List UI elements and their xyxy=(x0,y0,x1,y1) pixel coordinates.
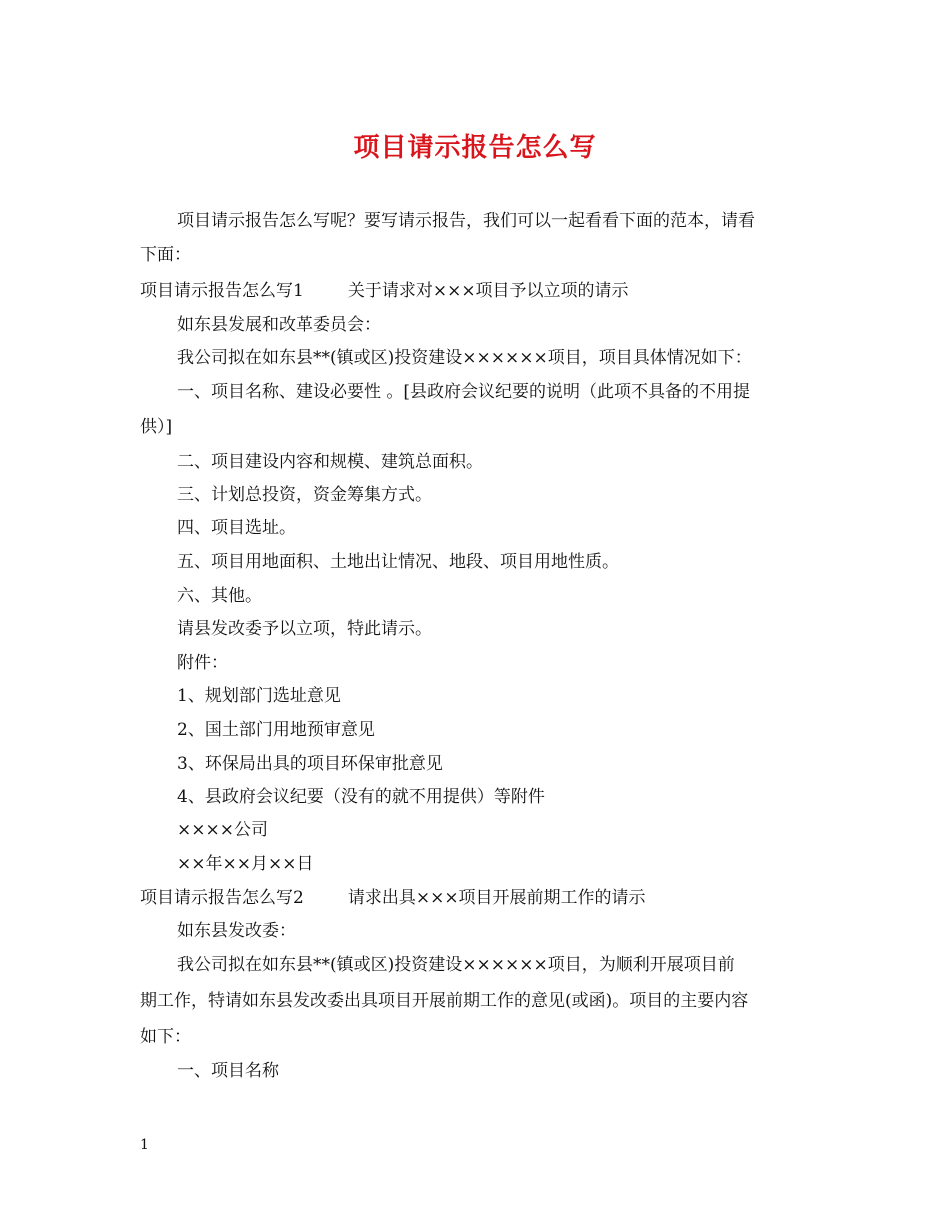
section1-heading-line xyxy=(140,279,629,303)
section2-body-cont2: 如下： xyxy=(140,1027,191,1047)
section2-heading-line xyxy=(140,886,646,910)
intro-paragraph: 项目请示报告怎么写呢？要写请示报告，我们可以一起看看下面的范本，请看 xyxy=(177,211,755,231)
section2-subject: 请求出具×××项目开展前期工作的请示 xyxy=(347,888,646,908)
section2-item1: 一、项目名称 xyxy=(177,1061,279,1081)
section1-item1: 一、项目名称、建设必要性 。[县政府会议纪要的说明（此项不具备的不用提 xyxy=(177,382,751,402)
section2-heading: 项目请示报告怎么写2 xyxy=(140,888,304,908)
intro-paragraph-cont: 下面： xyxy=(140,245,191,265)
section1-company: ××××公司 xyxy=(177,820,268,840)
section2-addressee: 如东县发改委： xyxy=(177,921,296,941)
document-title: 项目请示报告怎么写 xyxy=(353,133,597,163)
section1-item2: 二、项目建设内容和规模、建筑总面积。 xyxy=(177,452,483,472)
section1-body: 我公司拟在如东县**(镇或区)投资建设××××××项目，项目具体情况如下： xyxy=(177,348,752,368)
attachment-item: 1、规划部门选址意见 xyxy=(177,686,341,706)
attachment-item: 4、县政府会议纪要（没有的就不用提供）等附件 xyxy=(177,787,545,807)
section1-item3: 三、计划总投资，资金筹集方式。 xyxy=(177,485,432,505)
section1-item5: 五、项目用地面积、土地出让情况、地段、项目用地性质。 xyxy=(177,552,619,572)
section1-item1-cont: 供）] xyxy=(140,417,173,437)
page-number: 1 xyxy=(140,1137,149,1153)
section1-closing: 请县发改委予以立项，特此请示。 xyxy=(177,619,432,639)
section1-item6: 六、其他。 xyxy=(177,586,262,606)
section1-addressee: 如东县发展和改革委员会： xyxy=(177,315,381,335)
section1-subject: 关于请求对×××项目予以立项的请示 xyxy=(347,281,629,301)
attachment-item: 2、国土部门用地预审意见 xyxy=(177,720,375,740)
attachments-label: 附件： xyxy=(177,653,228,673)
section2-body-cont: 期工作，特请如东县发改委出具项目开展前期工作的意见(或函)。项目的主要内容 xyxy=(140,991,749,1011)
attachment-item: 3、环保局出具的项目环保审批意见 xyxy=(177,754,443,774)
section1-item4: 四、项目选址。 xyxy=(177,518,296,538)
section1-heading: 项目请示报告怎么写1 xyxy=(140,281,304,301)
section1-date: ××年××月××日 xyxy=(177,854,314,874)
section2-body: 我公司拟在如东县**(镇或区)投资建设××××××项目，为顺利开展项目前 xyxy=(177,955,735,975)
